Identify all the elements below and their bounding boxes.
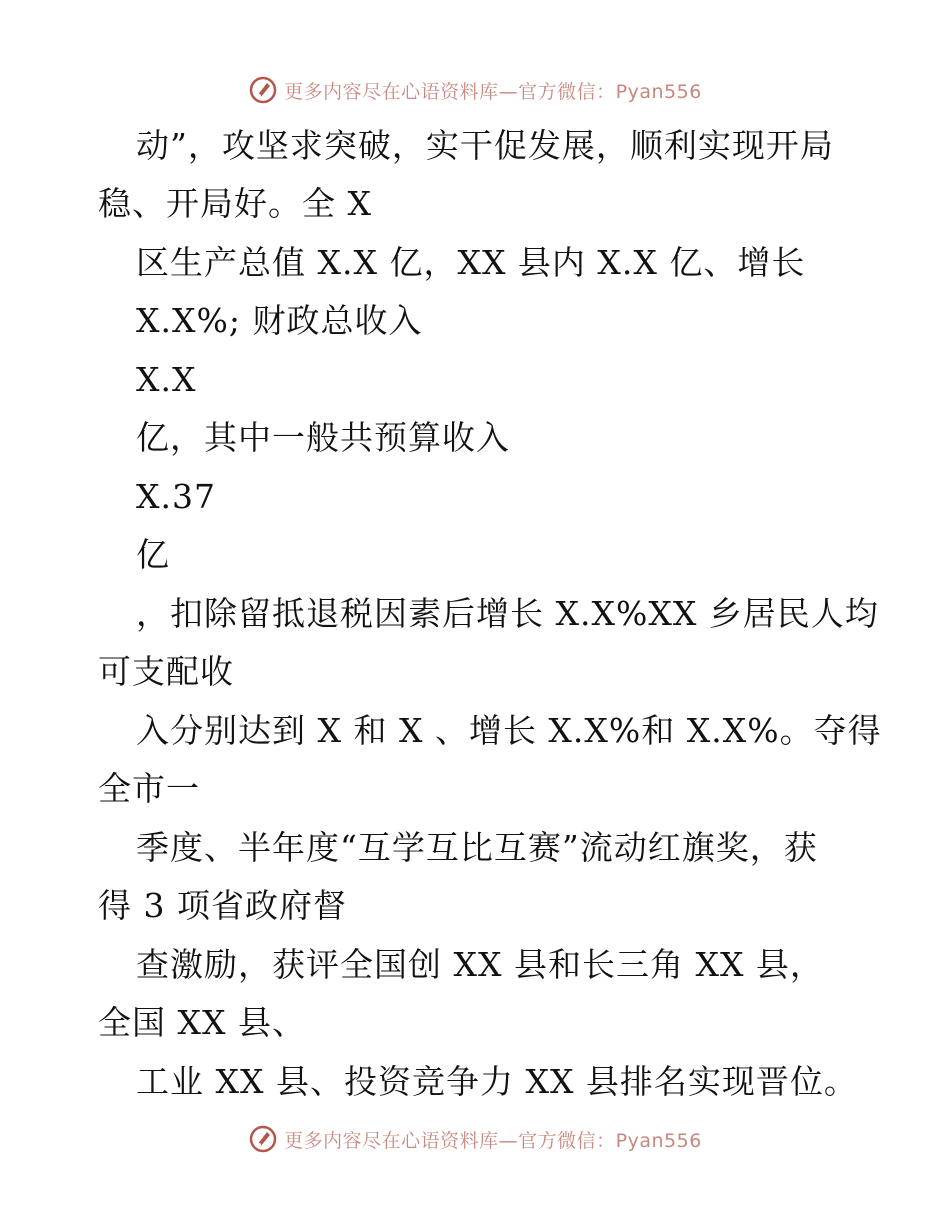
body-line-16: 全国 XX 县、 bbox=[98, 1003, 306, 1042]
body-line-17: 工业 XX 县、投资竞争力 XX 县排名实现晋位。 bbox=[136, 1062, 858, 1101]
body-line-5: X.X bbox=[136, 360, 197, 399]
header-watermark-text: 更多内容尽在心语资料库—官方微信：Pyan556 bbox=[284, 80, 702, 103]
body-line-9: ，扣除留抵退税因素后增长 X.X%XX 乡居民人均 bbox=[136, 594, 879, 633]
footer-watermark-banner bbox=[0, 1119, 950, 1159]
pen-nib-circle-icon bbox=[248, 75, 278, 105]
body-line-3: 区生产总值 X.X 亿，XX 县内 X.X 亿、增长 bbox=[136, 243, 806, 282]
footer-watermark-text: 更多内容尽在心语资料库—官方微信：Pyan556 bbox=[284, 1129, 702, 1152]
body-line-2: 稳、开局好。全 X bbox=[98, 184, 372, 223]
body-line-1: 动”，攻坚求突破，实干促发展，顺利实现开局 bbox=[136, 126, 834, 165]
pen-nib-circle-icon bbox=[248, 1124, 278, 1154]
body-line-15: 查激励，获评全国创 XX 县和长三角 XX 县， bbox=[136, 945, 824, 984]
body-line-14: 得 3 项省政府督 bbox=[98, 886, 347, 925]
header-watermark-banner bbox=[0, 70, 950, 110]
body-line-11: 入分别达到 X 和 X 、增长 X.X%和 X.X%。夺得 bbox=[136, 711, 882, 750]
body-line-8: 亿 bbox=[136, 535, 170, 574]
body-line-4: X.X%; 财政总收入 bbox=[136, 301, 423, 340]
body-line-13: 季度、半年度“互学互比互赛”流动红旗奖，获 bbox=[136, 828, 818, 867]
body-line-7: X.37 bbox=[136, 477, 216, 516]
body-line-12: 全市一 bbox=[98, 769, 200, 808]
body-line-6: 亿，其中一般共预算收入 bbox=[136, 418, 510, 457]
body-line-10: 可支配收 bbox=[98, 652, 234, 691]
